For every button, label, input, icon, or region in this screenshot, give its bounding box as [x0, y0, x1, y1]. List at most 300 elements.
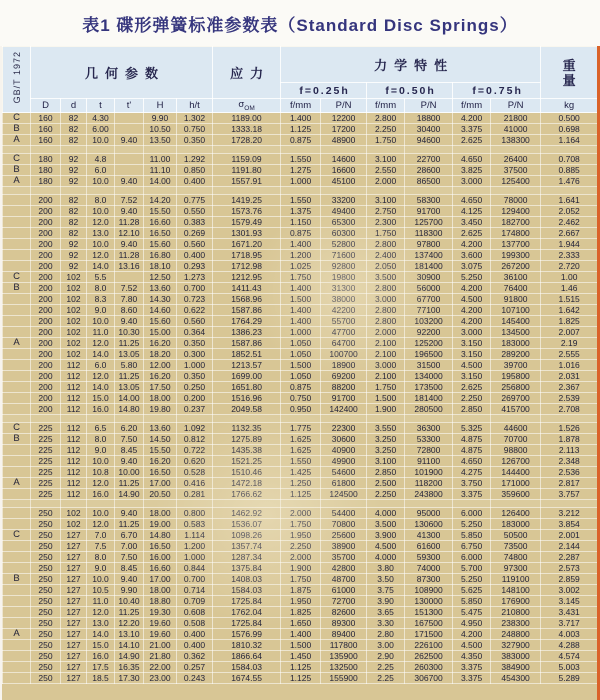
data-cell: 2.625: [453, 135, 491, 146]
col-t: t: [87, 99, 115, 113]
table-row: [3, 305, 598, 316]
data-cell: 6.00: [87, 124, 115, 135]
data-cell: 53300: [405, 434, 453, 445]
data-cell: 1.200: [281, 250, 321, 261]
data-cell: 0.620: [177, 456, 213, 467]
data-cell: 3.150: [453, 371, 491, 382]
data-cell: 2.250: [453, 393, 491, 404]
data-cell: 48700: [321, 574, 367, 585]
data-cell: 1.878: [541, 434, 598, 445]
data-cell: 2.573: [541, 563, 598, 574]
data-cell: 16.20: [144, 338, 177, 349]
series-cell: [3, 305, 31, 316]
data-cell: 0.608: [177, 607, 213, 618]
data-cell: 78000: [491, 195, 541, 206]
data-cell: 2.500: [367, 478, 405, 489]
data-cell: 112: [61, 404, 87, 415]
table-row: [3, 607, 598, 618]
data-cell: [115, 165, 144, 176]
data-cell: 6.5: [87, 423, 115, 434]
data-cell: 3.100: [367, 154, 405, 165]
data-cell: 2.90: [367, 651, 405, 662]
data-cell: 0.364: [177, 327, 213, 338]
col-P-050: P/N: [405, 99, 453, 113]
data-cell: 167500: [405, 618, 453, 629]
data-cell: 39700: [491, 360, 541, 371]
data-cell: 9.0: [87, 445, 115, 456]
table-row: [3, 124, 598, 135]
separator-cell: [453, 187, 491, 195]
data-cell: 200: [31, 316, 61, 327]
separator-cell: [213, 500, 281, 508]
data-cell: 1.476: [541, 176, 598, 187]
data-cell: 1725.84: [213, 618, 281, 629]
data-cell: 7.0: [87, 530, 115, 541]
data-cell: 5.289: [541, 673, 598, 684]
data-cell: 1.750: [281, 272, 321, 283]
table-row: [3, 423, 598, 434]
table-header: [3, 47, 598, 113]
separator-cell: [213, 187, 281, 195]
data-cell: 0.250: [177, 382, 213, 393]
data-cell: 49400: [321, 206, 367, 217]
data-cell: 102: [61, 283, 87, 294]
data-cell: 17200: [321, 124, 367, 135]
data-cell: 112: [61, 360, 87, 371]
data-cell: 2.550: [367, 165, 405, 176]
table-row: [3, 272, 598, 283]
data-cell: 3.500: [367, 272, 405, 283]
data-cell: 200: [31, 228, 61, 239]
data-cell: 1718.95: [213, 250, 281, 261]
data-cell: 125400: [491, 176, 541, 187]
series-cell: [3, 404, 31, 415]
data-cell: 3.100: [367, 456, 405, 467]
data-cell: 200: [31, 338, 61, 349]
data-cell: 112: [61, 489, 87, 500]
table-row: [3, 673, 598, 684]
data-cell: 92800: [321, 261, 367, 272]
data-cell: 12.00: [144, 360, 177, 371]
data-cell: 112: [61, 382, 87, 393]
data-cell: 225: [31, 478, 61, 489]
data-cell: 107100: [491, 305, 541, 316]
data-cell: 17.00: [144, 574, 177, 585]
data-cell: 1159.09: [213, 154, 281, 165]
col-f-075: f/mm: [453, 99, 491, 113]
data-cell: 30400: [405, 124, 453, 135]
data-cell: 13.05: [115, 349, 144, 360]
data-cell: 1435.38: [213, 445, 281, 456]
deflection-075-header: f=0.75h: [453, 83, 541, 99]
series-cell: [3, 519, 31, 530]
col-h-over-t: h/t: [177, 99, 213, 113]
data-cell: 155900: [321, 673, 367, 684]
data-cell: 108900: [405, 585, 453, 596]
data-cell: 3.450: [453, 217, 491, 228]
data-cell: 1.125: [281, 673, 321, 684]
data-cell: 1.450: [281, 651, 321, 662]
data-cell: 250: [31, 508, 61, 519]
table-row: [3, 195, 598, 206]
table-row: [3, 176, 598, 187]
separator-cell: [491, 415, 541, 423]
data-cell: 0.714: [177, 585, 213, 596]
separator-cell: [61, 187, 87, 195]
data-cell: 1.900: [367, 404, 405, 415]
data-cell: 77100: [405, 305, 453, 316]
data-cell: 3.000: [453, 327, 491, 338]
data-cell: 42800: [321, 563, 367, 574]
data-cell: 18.10: [144, 261, 177, 272]
data-cell: 5.700: [453, 563, 491, 574]
data-cell: 4.500: [453, 360, 491, 371]
series-cell: [3, 467, 31, 478]
data-cell: 1.550: [281, 456, 321, 467]
data-cell: 18800: [405, 113, 453, 124]
data-cell: 225: [31, 467, 61, 478]
data-cell: 1.875: [281, 585, 321, 596]
col-f-025: f/mm: [281, 99, 321, 113]
data-cell: 6.000: [453, 508, 491, 519]
data-cell: 3.825: [453, 165, 491, 176]
data-cell: 19.60: [144, 618, 177, 629]
data-cell: 18.00: [144, 508, 177, 519]
series-cell: [3, 541, 31, 552]
data-cell: 94600: [405, 135, 453, 146]
data-cell: 250: [31, 651, 61, 662]
data-cell: 3.375: [453, 673, 491, 684]
separator-cell: [541, 500, 598, 508]
data-cell: 88200: [321, 382, 367, 393]
data-cell: 14600: [321, 154, 367, 165]
data-cell: 1.825: [281, 607, 321, 618]
data-cell: 2.052: [541, 206, 598, 217]
data-cell: 269700: [491, 393, 541, 404]
data-cell: 2.333: [541, 250, 598, 261]
data-cell: 1333.18: [213, 124, 281, 135]
data-cell: 250: [31, 574, 61, 585]
table-row: [3, 294, 598, 305]
data-cell: 11.0: [87, 596, 115, 607]
deflection-025-header: f=0.25h: [281, 83, 367, 99]
data-cell: 0.400: [177, 640, 213, 651]
data-cell: 3.150: [453, 338, 491, 349]
data-cell: 2.462: [541, 217, 598, 228]
data-cell: 138300: [491, 135, 541, 146]
data-cell: 5.325: [453, 423, 491, 434]
data-cell: 12.0: [87, 519, 115, 530]
data-cell: 22300: [321, 423, 367, 434]
data-cell: 0.850: [177, 165, 213, 176]
series-cell: [3, 673, 31, 684]
data-cell: 2.250: [367, 124, 405, 135]
series-cell: B: [3, 124, 31, 135]
data-cell: 18.5: [87, 673, 115, 684]
data-cell: 0.300: [177, 349, 213, 360]
data-cell: 59300: [405, 552, 453, 563]
data-cell: 3.75: [367, 585, 405, 596]
separator-cell: [144, 187, 177, 195]
data-cell: 15.60: [144, 316, 177, 327]
series-cell: C: [3, 423, 31, 434]
data-cell: 36100: [491, 272, 541, 283]
data-cell: 28600: [405, 165, 453, 176]
data-cell: 14.80: [115, 404, 144, 415]
data-cell: 225: [31, 434, 61, 445]
data-cell: 1386.23: [213, 327, 281, 338]
separator-cell: [405, 187, 453, 195]
series-cell: A: [3, 338, 31, 349]
data-cell: 127: [61, 541, 87, 552]
data-cell: 5.80: [115, 360, 144, 371]
data-cell: 1.825: [541, 316, 598, 327]
series-cell: [3, 327, 31, 338]
separator-cell: [87, 187, 115, 195]
data-cell: 10.5: [87, 585, 115, 596]
series-cell: C: [3, 530, 31, 541]
data-cell: 1.750: [367, 135, 405, 146]
data-cell: 3.375: [453, 662, 491, 673]
table-row: [3, 283, 598, 294]
data-cell: 250: [31, 629, 61, 640]
data-cell: 173500: [405, 382, 453, 393]
separator-cell: [115, 415, 144, 423]
table-row: [3, 239, 598, 250]
data-cell: 7.52: [115, 195, 144, 206]
separator-cell: [213, 146, 281, 154]
data-cell: 238300: [491, 618, 541, 629]
data-cell: 31500: [405, 360, 453, 371]
data-cell: [115, 154, 144, 165]
data-cell: 95000: [405, 508, 453, 519]
data-cell: 21800: [491, 113, 541, 124]
data-cell: 0.350: [177, 135, 213, 146]
data-cell: 0.775: [177, 195, 213, 206]
data-cell: 4.200: [453, 305, 491, 316]
data-cell: 14.00: [144, 176, 177, 187]
data-cell: 3.854: [541, 519, 598, 530]
data-cell: 15.50: [144, 445, 177, 456]
data-cell: 15.50: [144, 206, 177, 217]
data-cell: 102: [61, 508, 87, 519]
data-cell: 1.125: [281, 662, 321, 673]
data-cell: 9.40: [115, 574, 144, 585]
data-cell: 16.0: [87, 489, 115, 500]
data-cell: 2.19: [541, 338, 598, 349]
data-cell: 2.367: [541, 382, 598, 393]
data-cell: 11.0: [87, 327, 115, 338]
data-cell: 1.400: [281, 305, 321, 316]
data-cell: 5.250: [453, 574, 491, 585]
separator-cell: [491, 146, 541, 154]
table-row: [3, 596, 598, 607]
data-cell: 10.0: [87, 135, 115, 146]
data-cell: 92: [61, 250, 87, 261]
data-cell: 1411.43: [213, 283, 281, 294]
separator-cell: [3, 415, 31, 423]
separator-cell: [213, 415, 281, 423]
data-cell: 1.400: [281, 283, 321, 294]
data-cell: 11.10: [144, 165, 177, 176]
data-cell: 97300: [491, 563, 541, 574]
separator-cell: [367, 146, 405, 154]
data-cell: 0.708: [541, 154, 598, 165]
data-cell: 101900: [405, 467, 453, 478]
data-cell: 38900: [321, 541, 367, 552]
data-cell: 4.125: [453, 206, 491, 217]
data-cell: 183000: [491, 338, 541, 349]
data-cell: 54600: [321, 467, 367, 478]
data-cell: 6.20: [115, 423, 144, 434]
data-cell: 0.416: [177, 478, 213, 489]
data-cell: 280500: [405, 404, 453, 415]
data-cell: 12.0: [87, 607, 115, 618]
data-cell: 70700: [491, 434, 541, 445]
data-cell: 130600: [405, 519, 453, 530]
data-cell: 69200: [321, 371, 367, 382]
data-cell: 19.00: [144, 519, 177, 530]
data-cell: 127: [61, 596, 87, 607]
data-cell: 0.560: [177, 316, 213, 327]
separator-cell: [405, 415, 453, 423]
data-cell: 0.583: [177, 519, 213, 530]
data-cell: 200: [31, 327, 61, 338]
data-cell: 1516.96: [213, 393, 281, 404]
data-cell: 1762.04: [213, 607, 281, 618]
data-cell: 9.90: [115, 585, 144, 596]
data-cell: 1408.03: [213, 574, 281, 585]
data-cell: 4.200: [453, 113, 491, 124]
series-cell: [3, 585, 31, 596]
data-cell: 4.200: [453, 283, 491, 294]
data-cell: 8.60: [115, 305, 144, 316]
data-cell: 2.000: [281, 508, 321, 519]
separator-row: [3, 146, 598, 154]
series-cell: B: [3, 434, 31, 445]
data-cell: 3.90: [367, 596, 405, 607]
data-cell: 2.817: [541, 478, 598, 489]
separator-cell: [321, 500, 367, 508]
data-cell: 4.950: [453, 618, 491, 629]
data-cell: 36300: [405, 423, 453, 434]
data-cell: 1462.92: [213, 508, 281, 519]
data-cell: 3.100: [367, 195, 405, 206]
data-cell: 7.80: [115, 294, 144, 305]
data-cell: 200: [31, 250, 61, 261]
data-cell: 132500: [321, 662, 367, 673]
data-cell: 2.859: [541, 574, 598, 585]
data-cell: 0.293: [177, 261, 213, 272]
data-cell: 0.560: [177, 239, 213, 250]
data-cell: 37500: [491, 165, 541, 176]
data-cell: 0.400: [177, 176, 213, 187]
separator-cell: [177, 500, 213, 508]
data-cell: 4.200: [453, 239, 491, 250]
data-cell: 1536.07: [213, 519, 281, 530]
data-cell: 2.800: [367, 239, 405, 250]
data-cell: 195800: [491, 371, 541, 382]
data-cell: 15.60: [144, 239, 177, 250]
data-cell: 91100: [405, 456, 453, 467]
data-cell: 12200: [321, 113, 367, 124]
data-cell: 92: [61, 165, 87, 176]
title-bar: [0, 0, 600, 46]
data-cell: 74800: [491, 552, 541, 563]
data-cell: 181400: [405, 393, 453, 404]
data-cell: 2.007: [541, 327, 598, 338]
data-cell: 3.80: [367, 563, 405, 574]
data-cell: 127: [61, 585, 87, 596]
table-row: [3, 250, 598, 261]
data-cell: 1.750: [281, 519, 321, 530]
data-cell: 1510.46: [213, 467, 281, 478]
data-cell: 210800: [491, 607, 541, 618]
series-cell: A: [3, 478, 31, 489]
data-cell: 1.526: [541, 423, 598, 434]
data-cell: 112: [61, 445, 87, 456]
data-cell: 118200: [405, 478, 453, 489]
data-cell: 52800: [321, 239, 367, 250]
data-cell: 176900: [491, 596, 541, 607]
header-group-row: [3, 47, 598, 83]
table-row: [3, 261, 598, 272]
data-cell: 1725.84: [213, 596, 281, 607]
data-cell: 25600: [321, 530, 367, 541]
data-cell: 10.0: [87, 176, 115, 187]
data-cell: 1568.96: [213, 294, 281, 305]
separator-cell: [541, 187, 598, 195]
data-cell: 151300: [405, 607, 453, 618]
data-cell: 1.00: [541, 272, 598, 283]
data-cell: 200: [31, 217, 61, 228]
data-cell: 250: [31, 519, 61, 530]
data-cell: 56000: [405, 283, 453, 294]
separator-cell: [453, 500, 491, 508]
data-cell: 1.125: [281, 489, 321, 500]
data-cell: 11.28: [115, 250, 144, 261]
table-row: [3, 456, 598, 467]
data-cell: 89400: [321, 629, 367, 640]
data-cell: 18.20: [144, 349, 177, 360]
data-cell: 134000: [405, 371, 453, 382]
data-cell: 15.0: [87, 393, 115, 404]
data-cell: 174800: [491, 228, 541, 239]
data-cell: 1.900: [281, 563, 321, 574]
data-cell: 171500: [405, 629, 453, 640]
data-cell: 1764.29: [213, 316, 281, 327]
data-cell: 4.003: [541, 629, 598, 640]
separator-cell: [31, 146, 61, 154]
data-cell: 13.60: [144, 423, 177, 434]
data-cell: 180: [31, 176, 61, 187]
data-cell: 1584.03: [213, 585, 281, 596]
data-cell: 4.288: [541, 640, 598, 651]
data-cell: 0.400: [177, 629, 213, 640]
data-cell: 20.50: [144, 489, 177, 500]
data-cell: 3.750: [453, 478, 491, 489]
data-cell: 0.350: [177, 338, 213, 349]
data-cell: 200: [31, 239, 61, 250]
data-cell: 250: [31, 607, 61, 618]
sigma-subscript: OM: [244, 104, 255, 112]
data-cell: 30900: [405, 272, 453, 283]
data-cell: 7.50: [115, 552, 144, 563]
data-cell: 1.000: [281, 176, 321, 187]
data-cell: 13.16: [115, 261, 144, 272]
data-cell: 137700: [491, 239, 541, 250]
data-cell: 1584.03: [213, 662, 281, 673]
